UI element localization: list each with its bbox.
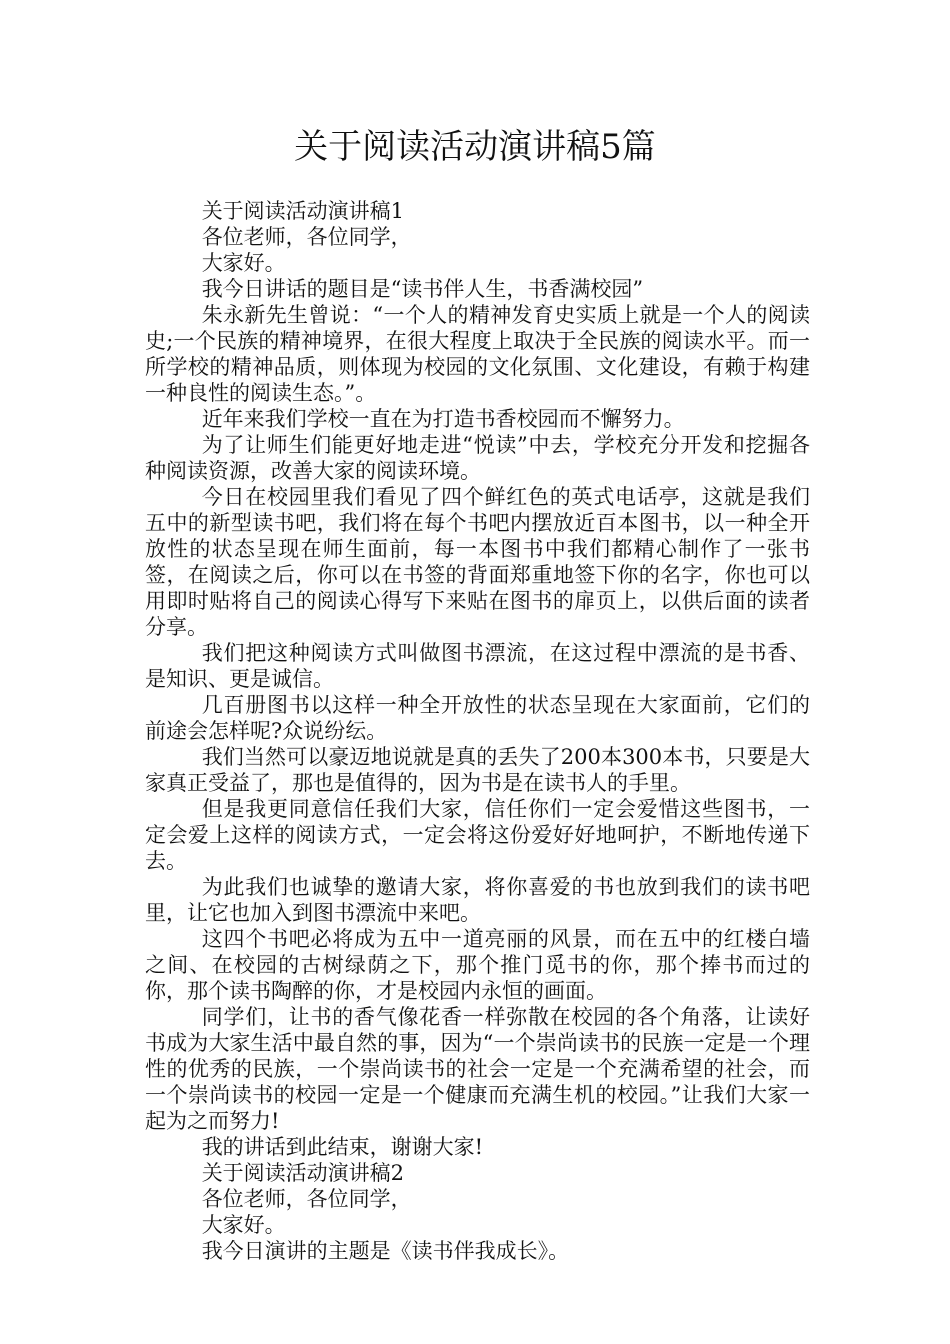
paragraph: 为了让师生们能更好地走进“悦读”中去，学校充分开发和挖掘各种阅读资源，改善大家的阅读环境。 — [145, 433, 810, 483]
paragraph: 我们当然可以豪迈地说就是真的丢失了200本300本书，只要是大家真正受益了，那也是值得的，因为书是在读书人的手里。 — [145, 745, 810, 795]
paragraph-hello: 大家好。 — [201, 251, 286, 275]
paragraph-heading-2: 关于阅读活动演讲稿2 — [201, 1161, 405, 1185]
document-title: 关于阅读活动演讲稿5篇 — [294, 127, 656, 167]
paragraph: 近年来我们学校一直在为打造书香校园而不懈努力。 — [201, 407, 685, 431]
paragraph-greeting: 各位老师，各位同学， — [201, 225, 412, 249]
paragraph-hello: 大家好。 — [201, 1213, 286, 1237]
paragraph: 同学们，让书的香气像花香一样弥散在校园的各个角落，让读好书成为大家生活中最自然的事，因为“一个崇尚读书的民族一定是一个理性的优秀的民族，一个崇尚读书的社会一定是一个充满希望的社会，而一个崇尚读书的校园一定是一个健康而充满生机的校园。”让我们大家一起为之而努力! — [145, 1005, 810, 1133]
paragraph-quote: 朱永新先生曾说：“一个人的精神发育史实质上就是一个人的阅读史;一个民族的精神境界，在很大程度上取决于全民族的阅读水平。而一所学校的精神品质，则体现为校园的文化氛围、文化建设，有赖于构建一种良性的阅读生态。”。 — [145, 303, 810, 405]
paragraph: 为此我们也诚挚的邀请大家，将你喜爱的书也放到我们的读书吧里，让它也加入到图书漂流中来吧。 — [145, 875, 810, 925]
paragraph: 但是我更同意信任我们大家，信任你们一定会爱惜这些图书，一定会爱上这样的阅读方式，一定会将这份爱好好地呵护，不断地传递下去。 — [145, 797, 810, 873]
paragraph-closing: 我的讲话到此结束，谢谢大家! — [201, 1135, 484, 1159]
paragraph: 我们把这种阅读方式叫做图书漂流，在这过程中漂流的是书香、是知识、更是诚信。 — [145, 641, 810, 691]
paragraph: 几百册图书以这样一种全开放性的状态呈现在大家面前，它们的前途会怎样呢?众说纷纭。 — [145, 693, 810, 743]
paragraph-heading-1: 关于阅读活动演讲稿1 — [201, 199, 405, 223]
paragraph: 今日在校园里我们看见了四个鲜红色的英式电话亭，这就是我们五中的新型读书吧，我们将在每个书吧内摆放近百本图书，以一种全开放性的状态呈现在师生面前，每一本图书中我们都精心制作了一张书签，在阅读之后，你可以在书签的背面郑重地签下你的名字，你也可以用即时贴将自己的阅读心得写下来贴在图书的扉页上，以供后面的读者分享。 — [145, 485, 810, 639]
paragraph: 这四个书吧必将成为五中一道亮丽的风景，而在五中的红楼白墙之间、在校园的古树绿荫之下，那个推门觅书的你，那个捧书而过的你，那个读书陶醉的你，才是校园内永恒的画面。 — [145, 927, 810, 1003]
paragraph-topic: 我今日讲话的题目是“读书伴人生，书香满校园” — [201, 277, 644, 301]
paragraph-topic: 我今日演讲的主题是《读书伴我成长》。 — [201, 1239, 570, 1263]
document-body — [145, 198, 810, 1264]
paragraph-greeting: 各位老师，各位同学， — [201, 1187, 412, 1211]
